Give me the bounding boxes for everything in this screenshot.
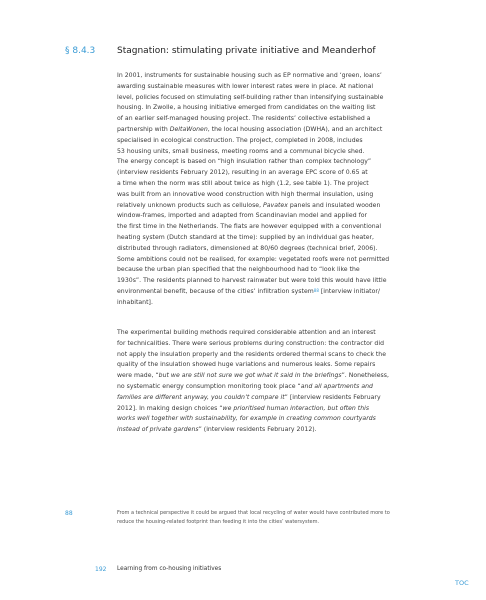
text-line: of an earlier self-managed housing project. The residents’ collective established a	[117, 115, 371, 123]
text-line: partnership with	[117, 125, 170, 133]
section-title: Stagnation: stimulating private initiative and Meanderhof	[117, 46, 376, 56]
text-line: not apply the insulation properly and the residents ordered thermal scans to check the	[117, 350, 387, 358]
text-line: 1930s”. The residents planned to harvest rainwater but were told this would have little	[117, 277, 387, 285]
text-line: 53 housing units, small business, meeting rooms and a communal bicycle shed.	[117, 147, 365, 155]
text-line: The energy concept is based on “high insulation rather than complex technology”	[117, 158, 372, 166]
footnote-line: reduce the housing-related footprint than feeding it into the cities’ watersystem.	[117, 518, 320, 525]
footnote-text	[117, 509, 437, 526]
text-line: housing. In Zwolle, a housing initiative emerged from candidates on the waiting list	[117, 104, 376, 112]
text-line: for technicalities. There were serious problems during construction: the contractor did	[117, 339, 384, 347]
toc-link[interactable]: TOC	[455, 579, 469, 587]
text-line: because the urban plan specified that the neighbourhood had to “look like the	[117, 266, 360, 274]
text-line: In 2001, instruments for sustainable housing such as EP normative and ‘green, loans’	[117, 72, 382, 79]
page-number: 192	[95, 566, 107, 573]
text-line: panels and insulated wooden	[287, 201, 381, 209]
body-paragraph-2	[117, 328, 439, 436]
text-line: were made, “	[117, 372, 159, 380]
text-line: , the local housing association (DWHA), and an architect	[207, 125, 383, 133]
footnote-number: 88	[65, 510, 73, 517]
footnote-reference[interactable]: 88	[313, 287, 319, 293]
italic-term: DeltaWonen	[169, 125, 208, 133]
text-line: level, policies focused on stimulating self-building rather than intensifying sustainable	[117, 93, 384, 101]
footnote-line: From a technical perspective it could be argued that local recycling of water would have contributed more to	[117, 510, 390, 516]
text-line: inhabitant].	[117, 298, 153, 306]
text-line: relatively unknown products such as cellulose,	[117, 201, 264, 209]
text-line: window-frames, imported and adapted from Scandinavian model and applied for	[117, 212, 368, 220]
text-line: [interview initiator/	[318, 287, 381, 295]
italic-quote: and all apartments and	[300, 382, 373, 390]
text-line: a time when the norm was still about twice as high (1.2, see table 1). The project	[117, 179, 369, 187]
text-line: environmental benefit, because of the cities’ infiltration system	[117, 287, 314, 295]
text-line: specialised in ecological construction. The project, completed in 2008, includes	[117, 136, 363, 144]
text-line: ”. Nonetheless,	[341, 372, 389, 380]
italic-quote: families are different anyway, you couldn’t compare it	[117, 393, 285, 401]
text-line: (interview residents February 2012), resulting in an average EPC score of 0.65 at	[117, 169, 368, 177]
italic-quote: works well together with sustainability, for example in creating common courtyards	[117, 415, 376, 423]
body-paragraph-1	[117, 71, 439, 309]
italic-quote: but we are still not sure we got what it said in the briefings	[158, 372, 342, 380]
text-line: distributed through radiators, dimensioned at 80/60 degrees (technical brief, 2006).	[117, 244, 378, 252]
italic-quote: we prioritised human interaction, but often this	[222, 404, 370, 412]
text-line: no systematic energy consumption monitoring took place “	[117, 382, 301, 390]
text-line: The experimental building methods required considerable attention and an interest	[117, 329, 376, 336]
text-line: 2012]. In making design choices “	[117, 404, 223, 412]
italic-term: Pavatex	[263, 201, 288, 209]
text-line: Some ambitions could not be realised, for example: vegetated roofs were not permitted	[117, 255, 390, 263]
section-number: § 8.4.3	[65, 46, 96, 56]
text-line: was built from an innovative wood construction with high thermal insulation, using	[117, 190, 374, 198]
italic-quote: instead of private gardens	[117, 426, 199, 434]
text-line: quality of the insulation showed huge variations and numerous leaks. Some repairs	[117, 361, 376, 369]
running-title: Learning from co-housing initiatives	[117, 566, 222, 572]
text-line: ” (interview residents February 2012).	[198, 426, 317, 434]
text-line: ” [interview residents February	[284, 393, 381, 401]
text-line: heating system (Dutch standard at the time): supplied by an individual gas heater,	[117, 233, 375, 241]
text-line: awarding sustainable measures with lower interest rates were in place. At national	[117, 82, 374, 90]
text-line: the first time in the Netherlands. The flats are however equipped with a conventional	[117, 223, 382, 231]
